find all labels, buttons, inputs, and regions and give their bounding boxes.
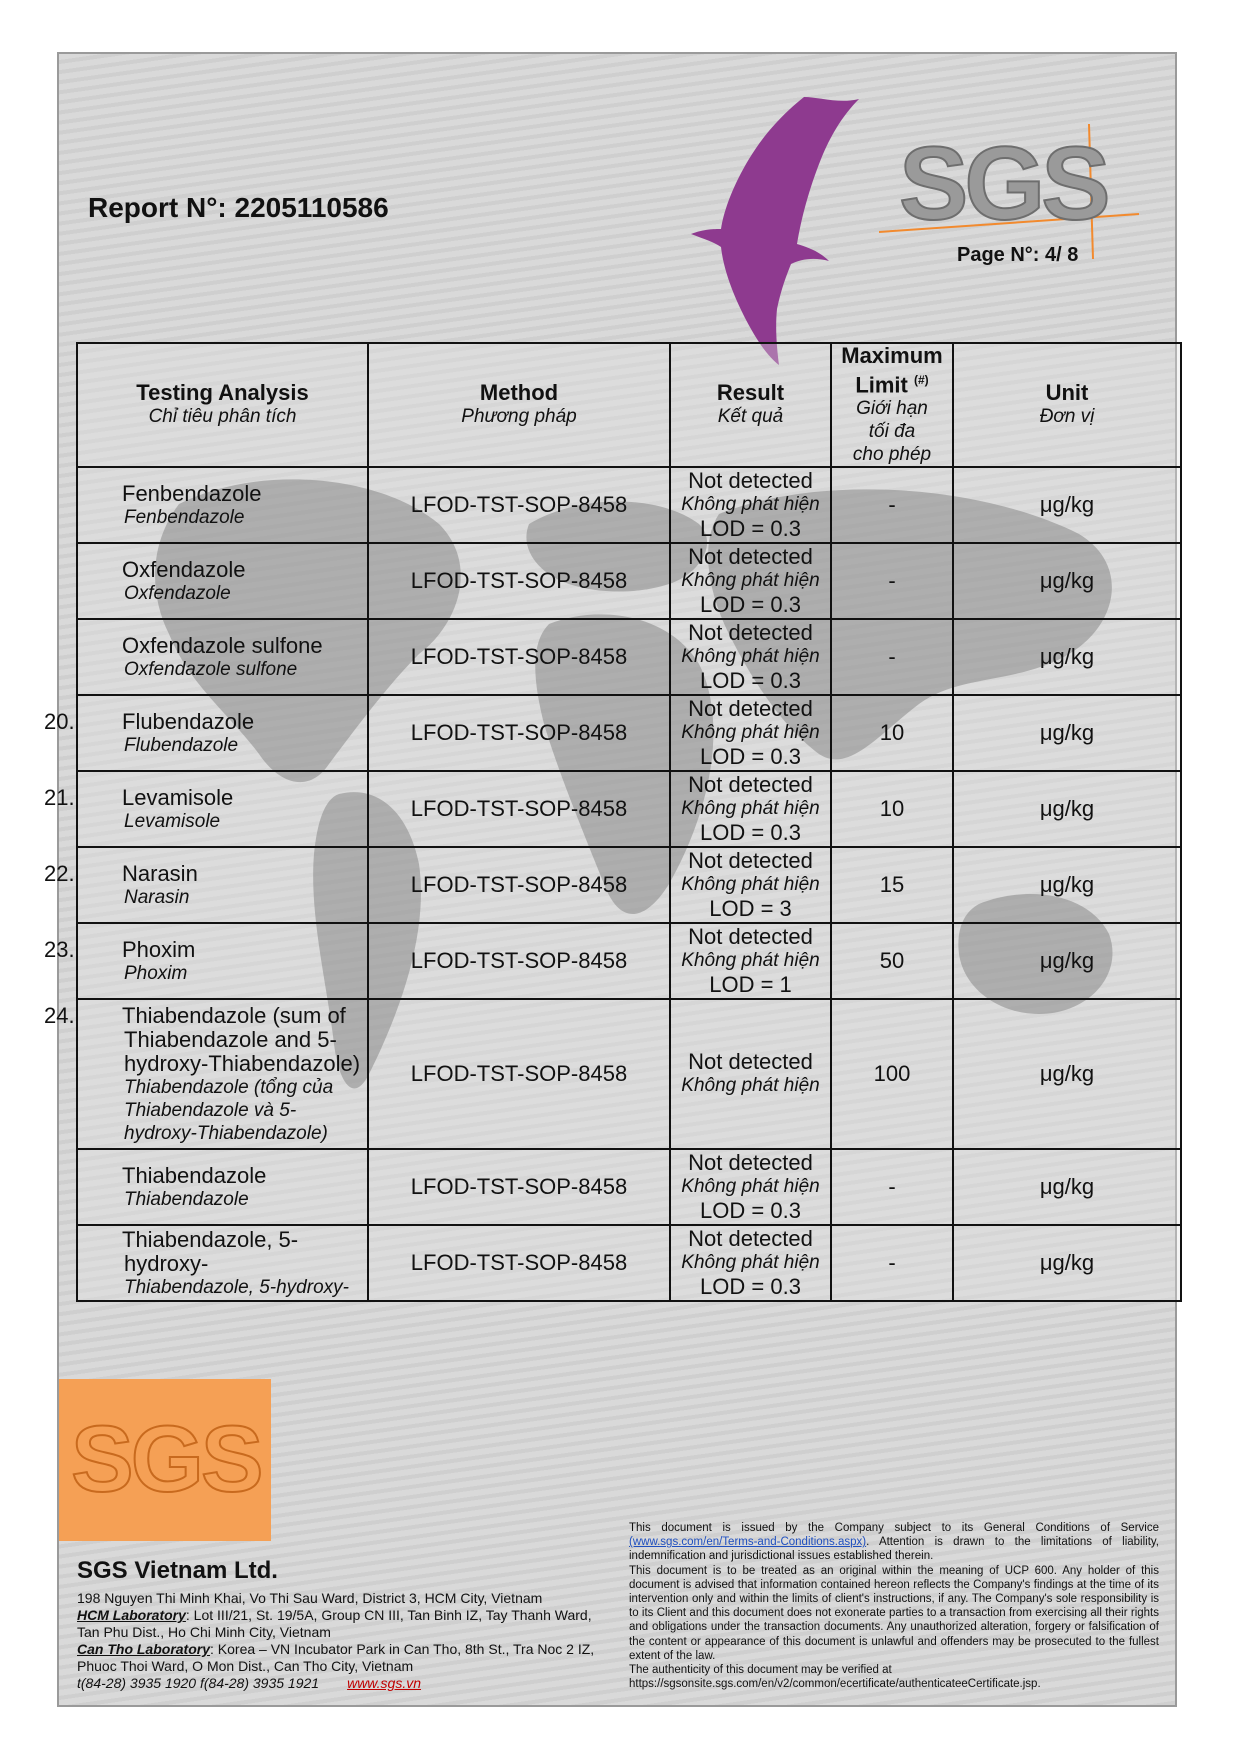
result-vi: Không phát hiện [681, 570, 820, 592]
analysis-en-text: Phoxim [122, 936, 196, 962]
legal-text-3: This document is to be treated as an original within the meaning of UCP 600. Any holder of this document is advised that information contained hereon reflects the Company's findings at the time of its intervention only and within the limits of client's instructions, if any. The Company's sole responsibility is to its Client and this document does not exonerate parties to a transaction from exercising all their rights and obligations under the transaction documents. Any unauthorized alteration, forgery or falsification of the content or appearance of this document is unlawful and offenders may be prosecuted to the fullest extent of the law. [629, 1564, 1159, 1662]
table-row [77, 771, 1181, 847]
analysis-cell [77, 1225, 368, 1301]
hcm-lab-text: : Lot III/21, St. 19/5A, Group CN III, Tan Binh IZ, Tay Thanh Ward, Tan Phu Dist., Ho Chi Minh City, Vietnam [77, 1607, 592, 1640]
row-number: 23. [44, 936, 75, 962]
result-cell [670, 1149, 831, 1225]
analysis-en-text: Flubendazole [122, 708, 255, 734]
analysis-vi: Thiabendazole (tổng của Thiabendazole và 5-hydroxy-Thiabendazole) [124, 1076, 334, 1144]
result-cell [670, 847, 831, 923]
sgs-wordmark-top [879, 94, 1169, 274]
header-unit [953, 343, 1181, 467]
analysis-en-text: Fenbendazole [122, 480, 262, 506]
header-analysis-en: Testing Analysis [136, 380, 309, 406]
header-limit-sup: (#) [914, 373, 929, 387]
analysis-en [84, 482, 361, 506]
header-method [368, 343, 670, 467]
header-analysis-vi: Chỉ tiêu phân tích [148, 406, 297, 428]
table-row [77, 619, 1181, 695]
unit-cell: μg/kg [953, 1225, 1181, 1301]
company-name: SGS Vietnam Ltd. [77, 1557, 278, 1584]
analysis-en [84, 634, 361, 658]
limit-cell: - [831, 1149, 953, 1225]
result-cell [670, 467, 831, 543]
method-cell: LFOD-TST-SOP-8458 [368, 619, 670, 695]
result-cell [670, 923, 831, 999]
analysis-en [84, 558, 361, 582]
limit-cell: - [831, 467, 953, 543]
analysis-en-text: Thiabendazole [122, 1162, 267, 1188]
header-analysis [77, 343, 368, 467]
header-limit-vi-1: Giới hạn [856, 398, 928, 420]
table-header-row [77, 343, 1181, 467]
analysis-en [44, 936, 361, 962]
website-link[interactable]: www.sgs.vn [347, 1675, 421, 1691]
table-row [77, 1149, 1181, 1225]
table-row [77, 999, 1181, 1149]
cantho-lab-text: : Korea – VN Incubator Park in Can Tho, 8th St., Tra Noc 2 IZ, Phuoc Thoi Ward, O Mon Dist., Can Tho City, Vietnam [77, 1641, 595, 1674]
contact-line [77, 1675, 607, 1692]
analysis-vi: Phoxim [124, 962, 188, 984]
header-result [670, 343, 831, 467]
unit-cell: μg/kg [953, 923, 1181, 999]
row-number: 22. [44, 860, 75, 886]
analysis-cell [44, 695, 368, 771]
legal-text-1: This document is issued by the Company subject to its General Conditions of Service [629, 1522, 1159, 1534]
limit-cell: - [831, 1225, 953, 1301]
analysis-en [84, 1164, 361, 1188]
header-result-vi: Kết quả [717, 406, 784, 428]
result-vi: Không phát hiện [681, 798, 820, 820]
analysis-en-text: Levamisole [122, 784, 234, 810]
result-lod: LOD = 0.3 [700, 1198, 801, 1224]
analysis-vi: Thiabendazole [124, 1188, 249, 1210]
header-result-en: Result [716, 380, 785, 406]
table-row [77, 543, 1181, 619]
cantho-lab-address [77, 1641, 607, 1675]
cantho-lab-label: Can Tho Laboratory [77, 1641, 211, 1657]
address-line: 198 Nguyen Thi Minh Khai, Vo Thi Sau Ward, District 3, HCM City, Vietnam [77, 1590, 543, 1606]
result-lod: LOD = 3 [709, 896, 792, 922]
sgs-top-logo [879, 94, 1169, 274]
analysis-en-text: Thiabendazole (sum of Thiabendazole and 5-hydroxy-Thiabendazole) [122, 1002, 361, 1076]
result-vi: Không phát hiện [681, 874, 820, 896]
table-row [77, 467, 1181, 543]
result-lod: LOD = 0.3 [700, 516, 801, 542]
limit-cell: 50 [831, 923, 953, 999]
result-lod: LOD = 0.3 [700, 1274, 801, 1300]
result-en: Not detected [688, 772, 813, 798]
unit-cell: μg/kg [953, 999, 1181, 1149]
method-cell: LFOD-TST-SOP-8458 [368, 543, 670, 619]
table-row [77, 847, 1181, 923]
method-cell: LFOD-TST-SOP-8458 [368, 923, 670, 999]
analysis-en [44, 784, 361, 810]
unit-cell: μg/kg [953, 847, 1181, 923]
result-en: Not detected [688, 924, 813, 950]
analysis-en-text: Narasin [122, 860, 198, 886]
analysis-en [84, 1228, 361, 1276]
result-lod: LOD = 0.3 [700, 592, 801, 618]
header-limit-en-text: Maximum Limit [841, 343, 943, 398]
header-method-en: Method [479, 380, 559, 406]
legal-text-4: The authenticity of this document may be verified at [629, 1664, 892, 1677]
unit-cell: μg/kg [953, 619, 1181, 695]
header-limit-vi-3: cho phép [852, 444, 932, 466]
result-vi: Không phát hiện [681, 1075, 820, 1097]
analysis-cell [77, 619, 368, 695]
report-page [44, 52, 1177, 1707]
analysis-cell [44, 999, 368, 1149]
unit-cell: μg/kg [953, 695, 1181, 771]
header-limit-vi-2: tối đa [868, 421, 916, 443]
result-lod: LOD = 0.3 [700, 668, 801, 694]
limit-cell: - [831, 619, 953, 695]
table-row [77, 923, 1181, 999]
unit-cell: μg/kg [953, 467, 1181, 543]
sgs-bottom-logo [59, 1379, 271, 1541]
method-cell: LFOD-TST-SOP-8458 [368, 467, 670, 543]
legal-text-2: . Attention is drawn to the limitations of liability, indemnification and jurisdictional issues established therein. [629, 1536, 1159, 1563]
row-number: 24. [44, 1002, 75, 1028]
result-vi: Không phát hiện [681, 722, 820, 744]
method-cell: LFOD-TST-SOP-8458 [368, 1149, 670, 1225]
analysis-cell [77, 543, 368, 619]
analysis-cell [44, 771, 368, 847]
header-method-vi: Phương pháp [461, 406, 577, 428]
sgs-top-logo-text: SGS [899, 126, 1107, 242]
row-number: 21. [44, 784, 75, 810]
analysis-en [44, 860, 361, 886]
bird-logo [689, 89, 889, 369]
unit-cell: μg/kg [953, 1149, 1181, 1225]
analysis-vi: Narasin [124, 886, 190, 908]
report-number: Report N°: 2205110586 [88, 192, 389, 223]
limit-cell: - [831, 543, 953, 619]
analysis-vi: Oxfendazole [124, 582, 231, 604]
limit-cell: 100 [831, 999, 953, 1149]
results-table [44, 342, 1182, 1302]
result-lod: LOD = 0.3 [700, 744, 801, 770]
method-cell: LFOD-TST-SOP-8458 [368, 999, 670, 1149]
header-unit-vi: Đơn vị [1039, 406, 1095, 428]
result-cell [670, 771, 831, 847]
limit-cell: 10 [831, 695, 953, 771]
analysis-cell [77, 1149, 368, 1225]
analysis-cell [77, 467, 368, 543]
unit-cell: μg/kg [953, 771, 1181, 847]
method-cell: LFOD-TST-SOP-8458 [368, 847, 670, 923]
result-en: Not detected [688, 1226, 813, 1252]
results-table-body [44, 467, 1181, 1301]
result-en: Not detected [688, 468, 813, 494]
result-cell [670, 619, 831, 695]
result-en: Not detected [688, 620, 813, 646]
result-vi: Không phát hiện [681, 1176, 820, 1198]
limit-cell: 10 [831, 771, 953, 847]
unit-cell: μg/kg [953, 543, 1181, 619]
method-cell: LFOD-TST-SOP-8458 [368, 771, 670, 847]
result-vi: Không phát hiện [681, 494, 820, 516]
phone-fax: t(84-28) 3935 1920 f(84-28) 3935 1921 [77, 1675, 320, 1691]
legal-disclaimer [629, 1521, 1159, 1691]
table-row [77, 695, 1181, 771]
analysis-en [44, 708, 361, 734]
table-row [77, 1225, 1181, 1301]
result-cell [670, 695, 831, 771]
header-limit [831, 343, 953, 467]
analysis-en-text: Thiabendazole, 5-hydroxy- [122, 1226, 299, 1276]
analysis-vi: Thiabendazole, 5-hydroxy- [124, 1276, 349, 1298]
result-lod: LOD = 1 [709, 972, 792, 998]
sgs-bottom-logo-text: SGS [71, 1406, 261, 1511]
limit-cell: 15 [831, 847, 953, 923]
sgs-wordmark-bottom [59, 1379, 271, 1541]
header-limit-en [838, 344, 946, 397]
analysis-cell [44, 923, 368, 999]
method-cell: LFOD-TST-SOP-8458 [368, 1225, 670, 1301]
analysis-vi: Oxfendazole sulfone [124, 658, 298, 680]
header-unit-en: Unit [1045, 380, 1089, 406]
analysis-en [44, 1002, 361, 1076]
result-vi: Không phát hiện [681, 950, 820, 972]
page-number: Page N°: 4/ 8 [957, 244, 1079, 266]
result-cell [670, 1225, 831, 1301]
result-vi: Không phát hiện [681, 1252, 820, 1274]
analysis-en-text: Oxfendazole [122, 556, 246, 582]
result-cell [670, 999, 831, 1149]
terms-link[interactable]: (www.sgs.com/en/Terms-and-Conditions.aspx) [629, 1536, 867, 1549]
method-cell: LFOD-TST-SOP-8458 [368, 695, 670, 771]
result-cell [670, 543, 831, 619]
hcm-lab-address [77, 1607, 607, 1641]
result-en: Not detected [688, 1049, 813, 1075]
analysis-vi: Fenbendazole [124, 506, 245, 528]
analysis-vi: Levamisole [124, 810, 221, 832]
row-number: 20. [44, 708, 75, 734]
hcm-lab-label: HCM Laboratory [77, 1607, 186, 1623]
analysis-en-text: Oxfendazole sulfone [122, 632, 323, 658]
verify-url: https://sgsonsite.sgs.com/en/v2/common/ecertificate/authenticateeCertificate.jsp. [629, 1678, 1041, 1691]
analysis-cell [44, 847, 368, 923]
company-address [77, 1590, 607, 1692]
result-en: Not detected [688, 696, 813, 722]
result-vi: Không phát hiện [681, 646, 820, 668]
result-en: Not detected [688, 544, 813, 570]
result-en: Not detected [688, 1150, 813, 1176]
result-en: Not detected [688, 848, 813, 874]
result-lod: LOD = 0.3 [700, 820, 801, 846]
analysis-vi: Flubendazole [124, 734, 239, 756]
